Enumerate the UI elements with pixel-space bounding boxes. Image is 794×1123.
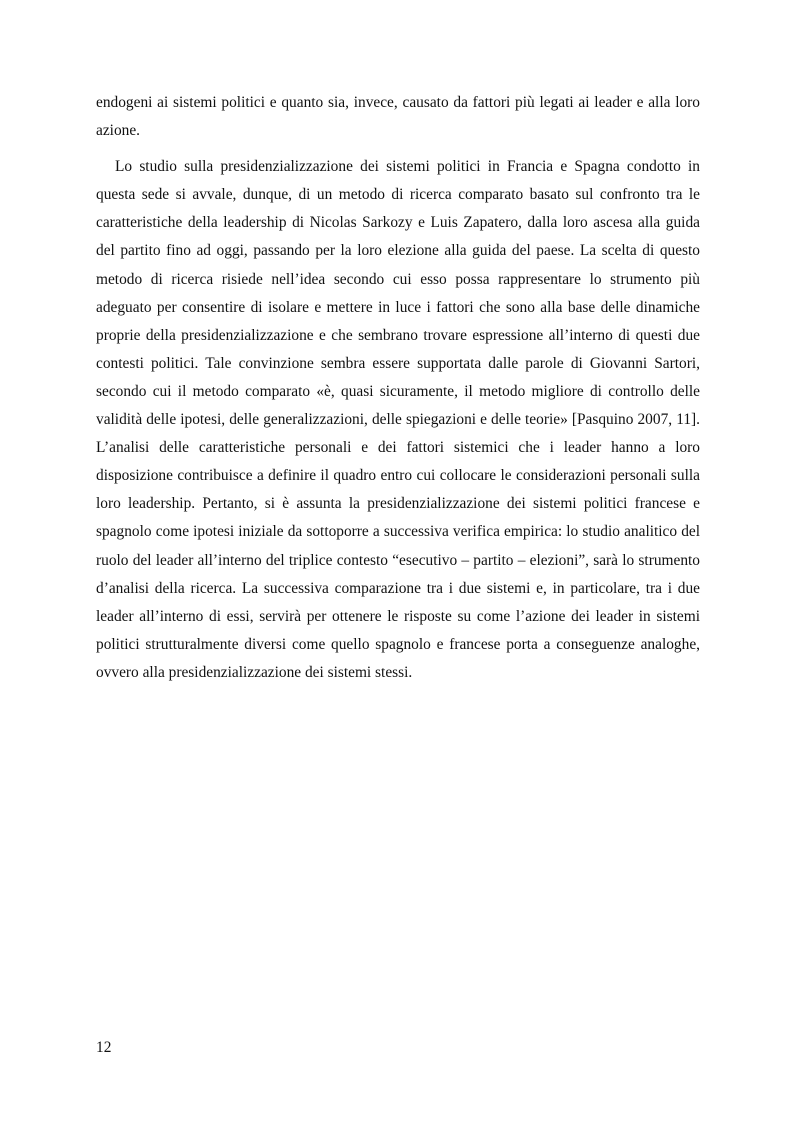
paragraph-continuation: endogeni ai sistemi politici e quanto sia, invece, causato da fattori più legati ai leader e alla loro azione.	[96, 94, 700, 140]
body-text	[96, 89, 700, 687]
page-number: 12	[96, 1039, 112, 1056]
paragraph-method: Lo studio sulla presidenzializzazione dei sistemi politici in Francia e Spagna condotto in questa sede si avvale, dunque, di un metodo di ricerca comparato basato sul confronto tra le caratteristiche della leadership di Nicolas Sarkozy e Luis Zapatero, dalla loro ascesa alla guida del partito fino ad oggi, passando per la loro elezione alla guida del paese. La scelta di questo metodo di ricerca risiede nell’idea secondo cui esso possa rappresentare lo strumento più adeguato per consentire di isolare e mettere in luce i fattori che sono alla base delle dinamiche proprie della presidenzializzazione e che sembrano trovare espressione all’interno di questi due contesti politici. Tale convinzione sembra essere supportata dalle parole di Giovanni Sartori, secondo cui il metodo comparato «è, quasi sicuramente, il metodo migliore di controllo delle validità delle ipotesi, delle generalizzazioni, delle spiegazioni e delle teorie» [Pasquino 2007, 11]. L’analisi delle caratteristiche personali e dei fattori sistemici che i leader hanno a loro disposizione contribuisce a definire il quadro entro cui collocare le considerazioni personali sulla loro leadership. Pertanto, si è assunta la presidenzializzazione dei sistemi politici francese e spagnolo come ipotesi iniziale da sottoporre a successiva verifica empirica: lo studio analitico del ruolo del leader all’interno del triplice contesto “esecutivo – partito – elezioni”, sarà lo strumento d’analisi della ricerca. La successiva comparazione tra i due sistemi e, in particolare, tra i due leader all’interno di essi, servirà per ottenere le risposte su come l’azione dei leader in sistemi politici strutturalmente diversi come quello spagnolo e francese porta a conseguenze analoghe, ovvero alla presidenzializzazione dei sistemi stessi.	[96, 158, 700, 681]
